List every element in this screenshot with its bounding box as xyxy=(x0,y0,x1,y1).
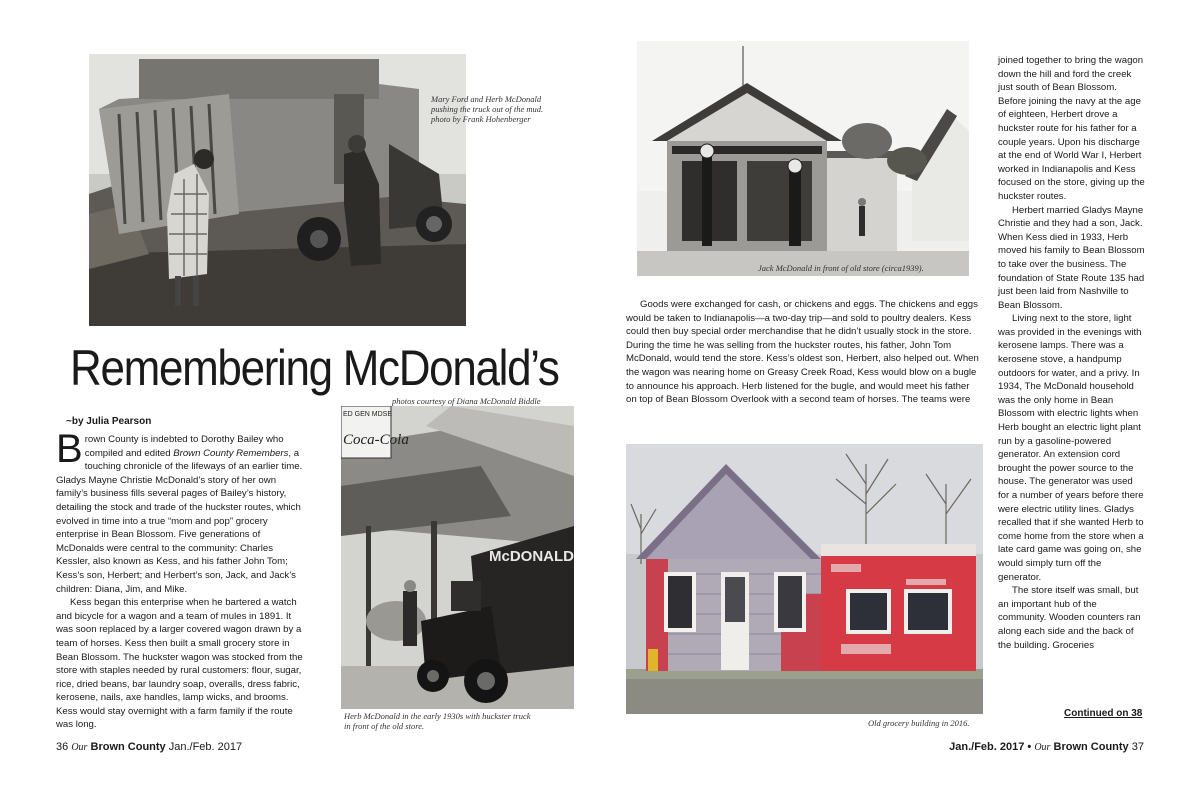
paragraph xyxy=(56,427,306,596)
truck-lettering: McDONALD xyxy=(489,548,574,565)
page-number: 37 xyxy=(1131,741,1144,753)
byline: ~by Julia Pearson xyxy=(66,416,152,427)
paragraph-text: , a touching chronicle of the lifeways of an earlier time. Gladys Mayne Christie McDonald’s story of her own family’s business fills several pages of Bailey’s history, detailing the stock and trade of the huckster routes, which evolved in time into a true “mom and pop” grocery enterprise in Bean Blossom. Five generations of McDonalds were central to the community: Charles Kessler, also known as Kess, and his father John Tom; Kess’s son, Herbert; and Herbert’s son, Jack, and Jack’s children: Diana, Jim, and Mike. xyxy=(56,447,303,595)
paragraph: joined together to bring the wagon down the hill and ford the creek just south of Bean Blossom. Before joining the navy at the age of eighteen, Herbert drove a huckster route for his father for a couple years. Upon his discharge at the end of World War I, Herbert worked in Indianapolis and Kess focused on the store, giving up the huckster routes. xyxy=(998,55,1145,202)
article-title: Remembering McDonald’s xyxy=(70,340,559,396)
photo-truck-in-mud xyxy=(89,54,466,326)
caption-line: in front of the old store. xyxy=(344,721,425,731)
brand-name: Brown County xyxy=(90,741,166,753)
footer-left xyxy=(56,741,242,753)
brand-our: Our xyxy=(1034,742,1051,753)
caption-old-store: Jack McDonald in front of old store (circa1939). xyxy=(758,263,924,273)
paragraph: Kess began this enterprise when he bartered a watch and bicycle for a wagon and a team of mules in 1891. It was soon replaced by a larger covered wagon drawn by a team of horses. Kess then built a small grocery store in Bean Blossom. The huckster wagon was stocked from the store with staples needed by rural customers: flour, sugar, rice, dried beans, bar laundry soap, overalls, dress fabric, kerosene, nails, axe handles, lamp wicks, and brooms. Kess would stay overnight with a farm family if the route was long. xyxy=(56,597,303,731)
paragraph: Living next to the store, light was provided in the evenings with kerosene lamps. There was a kerosene stove, a handpump outdoors for water, and a privy. In 1934, The McDonald household was the only home in Bean Blossom with electric lights when Herb bought an electric light plant run by a gasoline-powered generator. An extension cord brought the power source to the house. The generator was used for a number of years before there were electric utility lines. Gladys recalled that if she wanted Herb to come home from the store when a late card game was going on, she would simply turn off the generator. xyxy=(998,313,1144,583)
photo-credit: photos courtesy of Diana McDonald Biddle xyxy=(392,396,541,406)
issue-date: Jan./Feb. 2017 • xyxy=(949,741,1032,753)
paragraph: Herbert married Gladys Mayne Christie and they had a son, Jack. When Kess died in 1933, Herb moved his family to Bean Blossom to take over the business. The foundation of State Route 135 had just been laid from Nashville to Bean Blossom. xyxy=(998,204,1145,311)
footer-right xyxy=(949,741,1144,753)
paragraph-text: rown County is indebted to Dorothy Bailey who compiled and edited xyxy=(84,434,284,459)
issue-date: Jan./Feb. 2017 xyxy=(168,741,243,753)
caption-line: pushing the truck out of the mud. xyxy=(431,104,544,114)
column-3 xyxy=(998,54,1146,652)
photo-grocery-2016 xyxy=(626,444,983,714)
paragraph: The store itself was small, but an important hub of the community. Wooden counters ran along each side and the back of the building. Groceries xyxy=(998,585,1141,651)
caption-huckster xyxy=(344,711,584,731)
column-1 xyxy=(56,427,306,732)
brand-name: Brown County xyxy=(1053,741,1129,753)
caption-mud-truck xyxy=(431,94,571,124)
caption-line: Herb McDonald in the early 1930s with huckster truck xyxy=(344,711,531,721)
page-number: 36 xyxy=(56,741,69,753)
caption-line: photo by Frank Hohenberger xyxy=(431,114,531,124)
photo-old-store xyxy=(637,41,969,276)
column-2 xyxy=(626,298,982,407)
caption-line: Mary Ford and Herb McDonald xyxy=(431,94,542,104)
drop-cap: B xyxy=(56,427,83,471)
continued-link[interactable]: Continued on 38 xyxy=(1064,708,1143,719)
photo-huckster-truck xyxy=(341,406,574,709)
sign-coca-cola: Coca-Cola xyxy=(343,432,409,448)
brand-our: Our xyxy=(71,742,88,753)
paragraph: Goods were exchanged for cash, or chickens and eggs. The chickens and eggs would be taken to Indianapolis—a two-day trip—and sold to poultry dealers. Kess could then buy special order merchandise that he didn’t usually stock in the store. During the time he was selling from the huckster routes, his father, John Tom McDonald, would tend the store. Kess’s oldest son, Herbert, also helped out. When the wagon was nearing home on Greasy Creek Road, Kess would blow on a bugle to announce his approach. Herb listened for the bugle, and would meet his father on top of Bean Blossom Overlook with a second team of horses. The teams were xyxy=(626,299,979,406)
sign-general-merchandise: ED GEN MDSE xyxy=(343,411,393,418)
caption-grocery-2016: Old grocery building in 2016. xyxy=(868,718,970,728)
book-title: Brown County Remembers xyxy=(173,447,289,459)
